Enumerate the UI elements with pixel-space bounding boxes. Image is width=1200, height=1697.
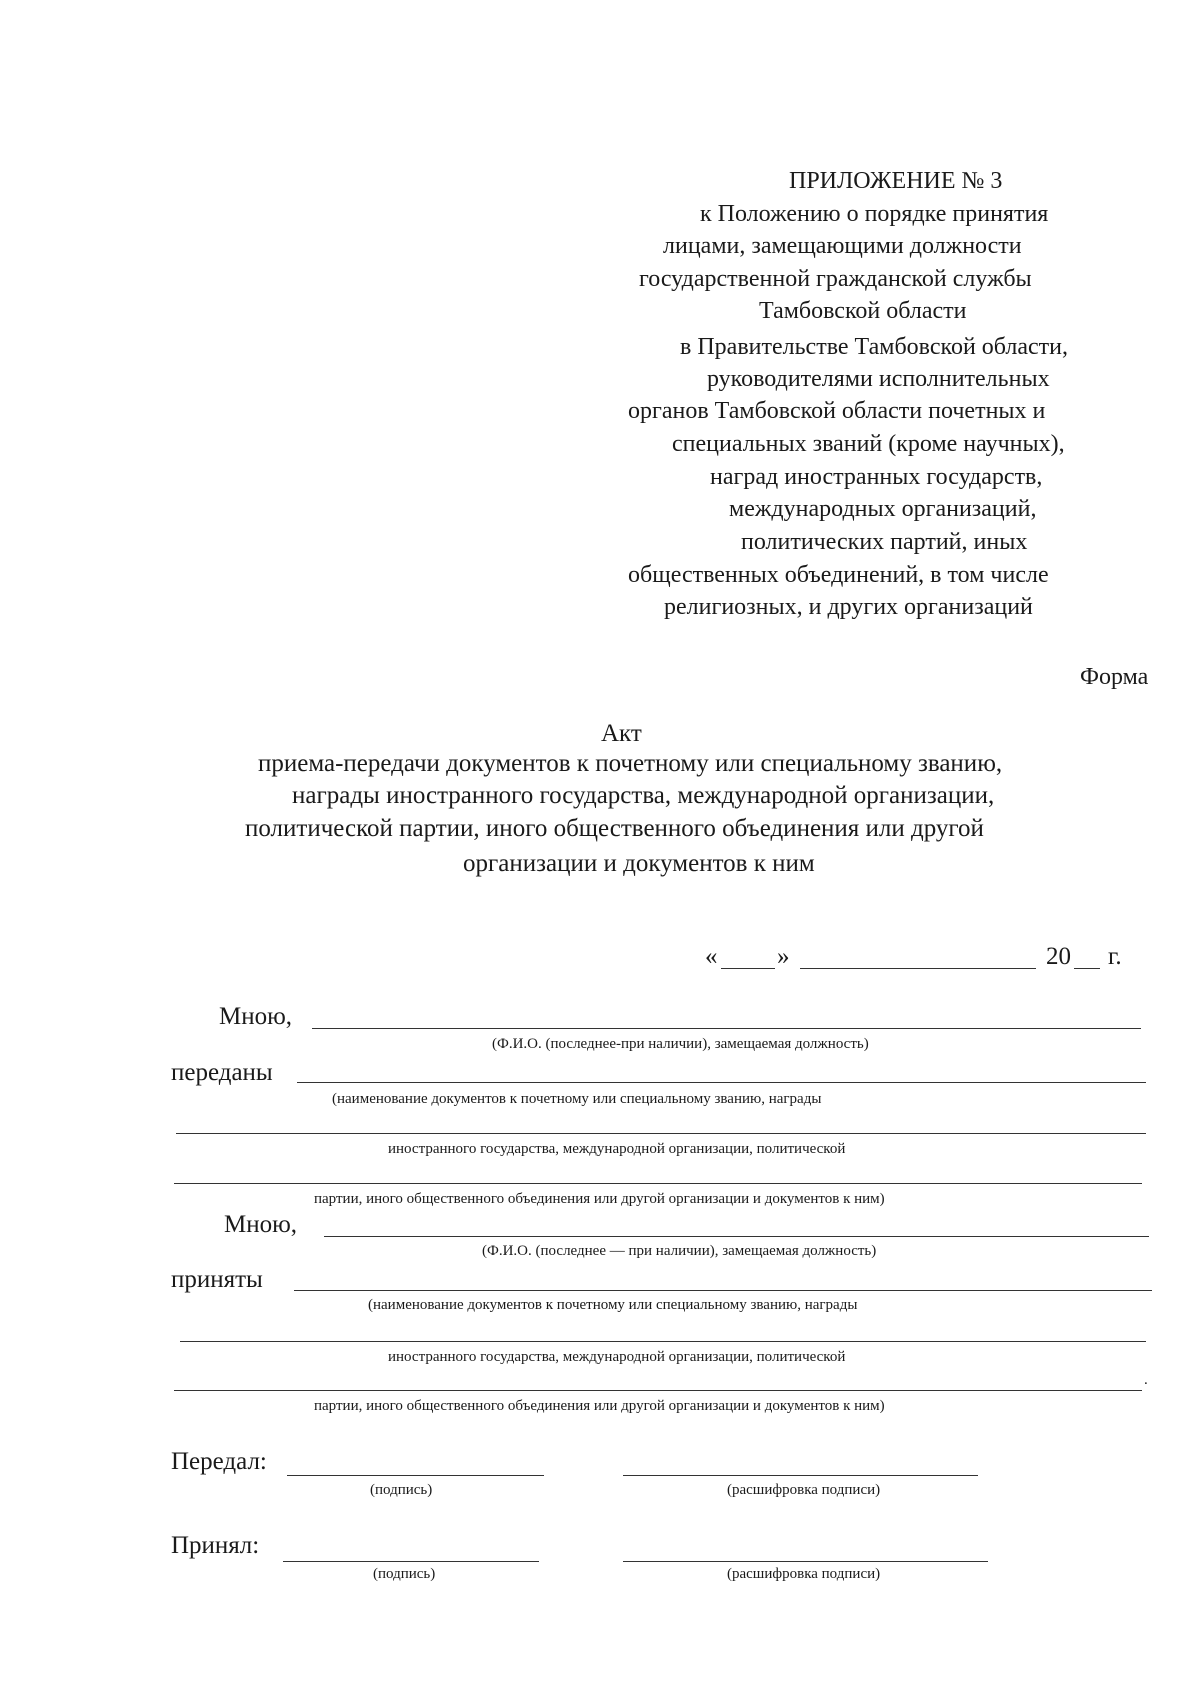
appendix-line: религиозных, и других организаций [664, 594, 1033, 620]
date-open-quote: « [705, 943, 718, 970]
receive-by-field[interactable] [324, 1236, 1149, 1237]
year-suffix: г. [1108, 943, 1122, 970]
handed-signature-hint: (подпись) [370, 1482, 433, 1498]
handed-signature-field[interactable] [287, 1475, 544, 1476]
receive-docs-field-2[interactable] [180, 1341, 1146, 1342]
appendix-title: ПРИЛОЖЕНИЕ № 3 [789, 168, 1003, 194]
transfer-docs-field-1[interactable] [297, 1082, 1146, 1083]
transfer-by-label: Мною, [219, 1003, 293, 1030]
date-close-quote: » [777, 943, 790, 970]
appendix-line: международных организаций, [729, 496, 1037, 522]
receive-by-label: Мною, [224, 1211, 298, 1238]
transfer-hint-1: (наименование документов к почетному или специальному званию, награды [332, 1091, 822, 1107]
transfer-hint-2: иностранного государства, международной организации, политической [388, 1141, 846, 1157]
handed-decoding-field[interactable] [623, 1475, 978, 1476]
act-title: Акт [601, 720, 642, 747]
receive-label: приняты [171, 1266, 263, 1293]
transfer-docs-field-2[interactable] [176, 1133, 1146, 1134]
transfer-label: переданы [171, 1059, 273, 1086]
receive-hint-1: (наименование документов к почетному или специальному званию, награды [368, 1297, 858, 1313]
appendix-line: наград иностранных государств, [710, 464, 1043, 490]
receive-docs-field-3[interactable] [174, 1390, 1142, 1391]
received-label: Принял: [171, 1532, 260, 1559]
receive-end-mark: . [1144, 1372, 1148, 1388]
receive-hint-3: партии, иного общественного объединения или другой организации и документов к ним) [314, 1398, 885, 1414]
appendix-line: государственной гражданской службы [639, 266, 1032, 292]
act-line: награды иностранного государства, международной организации, [292, 782, 995, 809]
year-blank[interactable] [1074, 968, 1100, 969]
appendix-line: лицами, замещающими должности [663, 233, 1022, 259]
day-blank[interactable] [721, 968, 775, 969]
received-signature-field[interactable] [283, 1561, 539, 1562]
appendix-line: Тамбовской области [759, 298, 967, 324]
appendix-line: в Правительстве Тамбовской области, [680, 334, 1069, 360]
handed-decoding-hint: (расшифровка подписи) [727, 1482, 881, 1498]
transfer-by-hint: (Ф.И.О. (последнее-при наличии), замещаемая должность) [492, 1036, 869, 1052]
transfer-docs-field-3[interactable] [174, 1183, 1142, 1184]
appendix-line: общественных объединений, в том числе [628, 562, 1049, 588]
act-line: приема-передачи документов к почетному или специальному званию, [258, 750, 1003, 777]
transfer-hint-3: партии, иного общественного объединения или другой организации и документов к ним) [314, 1191, 885, 1207]
handed-label: Передал: [171, 1448, 267, 1475]
received-decoding-hint: (расшифровка подписи) [727, 1566, 881, 1582]
act-line: организации и документов к ним [463, 850, 815, 877]
appendix-line: политических партий, иных [741, 529, 1028, 555]
act-line: политической партии, иного общественного объединения или другой [245, 815, 984, 842]
appendix-line: специальных званий (кроме научных), [672, 431, 1065, 457]
form-label: Форма [1080, 664, 1149, 690]
appendix-line: органов Тамбовской области почетных и [628, 398, 1046, 424]
month-blank[interactable] [800, 968, 1036, 969]
receive-docs-field-1[interactable] [294, 1290, 1152, 1291]
appendix-line: руководителями исполнительных [707, 366, 1050, 392]
received-decoding-field[interactable] [623, 1561, 988, 1562]
year-prefix: 20 [1046, 943, 1071, 970]
receive-by-hint: (Ф.И.О. (последнее — при наличии), замещаемая должность) [482, 1243, 877, 1259]
transfer-by-field[interactable] [312, 1028, 1141, 1029]
receive-hint-2: иностранного государства, международной организации, политической [388, 1349, 846, 1365]
appendix-line: к Положению о порядке принятия [700, 201, 1049, 227]
received-signature-hint: (подпись) [373, 1566, 436, 1582]
